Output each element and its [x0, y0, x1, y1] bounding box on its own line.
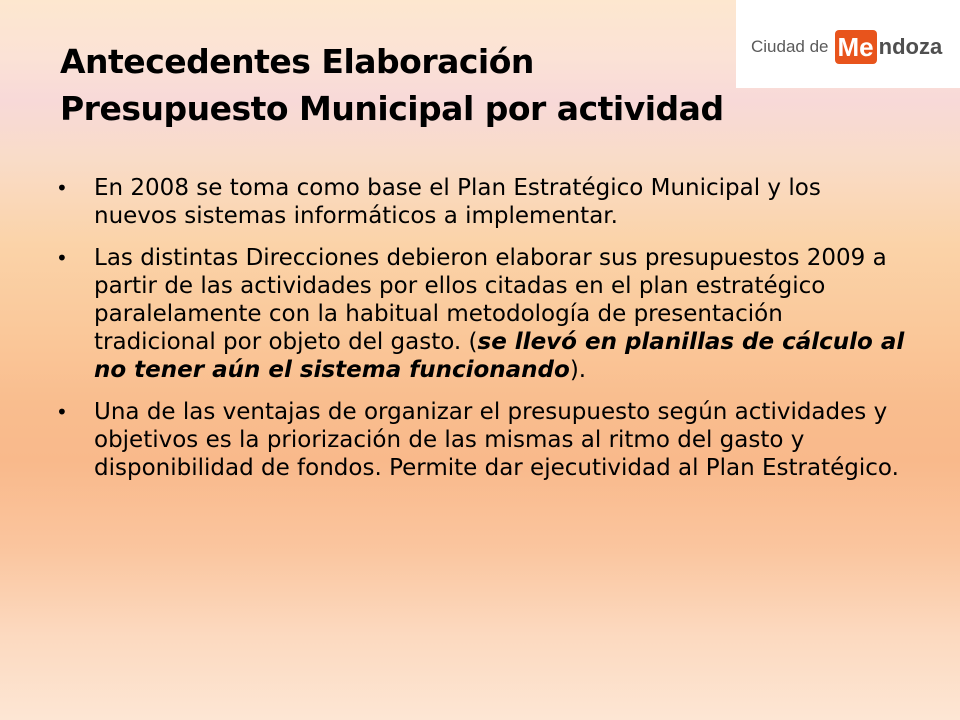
bullet-item — [56, 174, 906, 230]
title-line-1: Antecedentes Elaboración — [60, 42, 534, 81]
bullet-dot-icon: • — [56, 176, 68, 200]
bullet-dot-icon: • — [56, 400, 68, 424]
logo-prefix: Ciudad de — [751, 37, 829, 56]
bullet-item — [56, 398, 906, 482]
title-line-2: Presupuesto Municipal por actividad — [60, 89, 724, 128]
bullet-text: Una de las ventajas de organizar el presupuesto según actividades y objetivos es la priorización de las mismas al ritmo del gasto y disponibilidad de fondos. Permite dar ejecutividad al Plan Estratégico. — [94, 399, 899, 481]
ciudad-de-mendoza-logo — [751, 30, 942, 64]
logo-rest: ndoza — [878, 34, 943, 59]
slide-title — [60, 38, 760, 132]
bullet-text-before: Las distintas Direcciones debieron elaborar sus presupuestos 2009 a partir de las actividades por ellos citadas en el plan estratégico paralelamente con la habitual metodología de presentación tradicional por objeto del gasto. ( — [94, 245, 887, 355]
logo-initial: Me — [835, 30, 877, 64]
bullet-item — [56, 244, 906, 384]
bullet-text: En 2008 se toma como base el Plan Estratégico Municipal y los nuevos sistemas informáticos a implementar. — [94, 175, 821, 229]
bullet-emphasis: se llevó en planillas de cálculo al no tener aún el sistema funcionando — [94, 329, 905, 383]
bullet-list — [56, 174, 906, 496]
bullet-text-after: ). — [569, 357, 587, 383]
bullet-dot-icon: • — [56, 246, 68, 270]
